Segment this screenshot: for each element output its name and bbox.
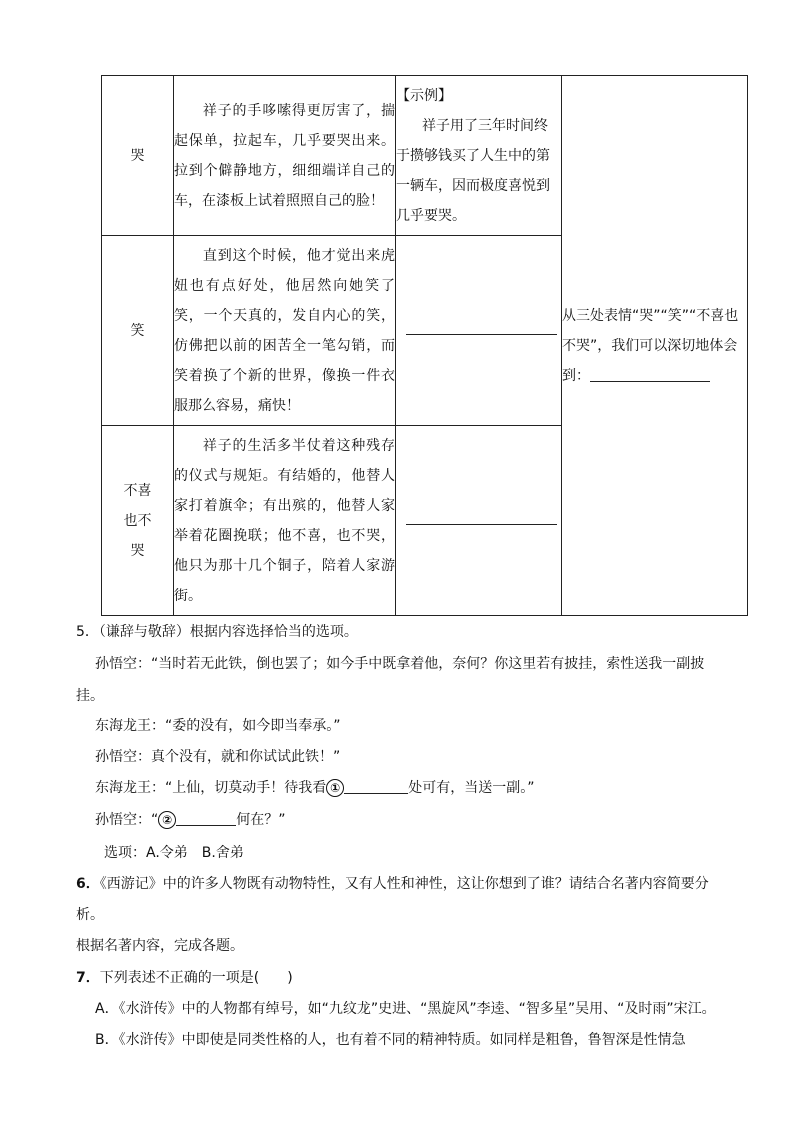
answer-line-neither[interactable] — [406, 524, 557, 525]
q6-line1: 6．《西游记》中的许多人物既有动物特性，又有人性和神性，这让你想到了谁？请结合名著内容简要分 — [76, 876, 709, 892]
blank-1[interactable] — [344, 779, 408, 794]
section-intro: 根据名著内容，完成各题。 — [76, 938, 244, 954]
example-title: 【示例】 — [396, 87, 452, 104]
example-cell — [396, 76, 562, 236]
row-label-cry: 哭 — [102, 76, 174, 236]
q6-line2: 析。 — [76, 907, 104, 923]
summary-text: 从三处表情“哭”“笑”“不喜也不哭”，我们可以深切地体会到： — [562, 307, 739, 384]
quote-neither-text: 祥子的生活多半仗着这种残存的仪式与规矩。有结婚的，他替人家打着旗伞；有出殡的，他替人家举着花圈挽联；他不喜，也不哭，他只为那十几个铜子，陪着人家游街。 — [174, 437, 395, 604]
q7-stem: 7．下列表述不正确的一项是( ) — [76, 970, 293, 986]
emotion-table — [101, 75, 748, 616]
q5-line1: 孙悟空：“当时若无此铁，倒也罢了；如今手中既拿着他，奈何？你这里若有披挂，索性送我一副披 — [95, 656, 705, 672]
quote-laugh-text: 直到这个时候，他才觉出来虎妞也有点好处，他居然向她笑了笑，一个天真的，发自内心的笑，仿佛把以前的困苦全一笔勾销，而笑着换了个新的世界，像换一件衣服那么容易，痛快！ — [174, 247, 395, 414]
row-label-laugh: 笑 — [102, 236, 174, 426]
marker-1: ① — [326, 779, 344, 797]
q5-line4: 东海龙王：“上仙，切莫动手！待我看 ① 处可有，当送一副。” — [95, 780, 535, 796]
answer-line-laugh[interactable] — [406, 334, 557, 335]
row-label-neither: 不喜也不哭 — [102, 426, 174, 616]
q5-line5: 孙悟空：“ ② 何在？” — [95, 812, 286, 828]
q7-option-b: B．《水浒传》中即使是同类性格的人，也有着不同的精神特质。如同样是粗鲁，鲁智深是性情急 — [95, 1032, 686, 1048]
quote-neither — [174, 426, 396, 616]
q5-line2: 东海龙王：“委的没有，如今即当奉承。” — [95, 718, 341, 734]
quote-cry-text: 祥子的手哆嗦得更厉害了，揣起保单，拉起车，几乎要哭出来。拉到个僻静地方，细细端详自己的车，在漆板上试着照照自己的脸！ — [174, 102, 395, 209]
example-text: 祥子用了三年时间终于攒够钱买了人生中的第一辆车，因而极度喜悦到几乎要哭。 — [396, 117, 550, 224]
q5-line3: 孙悟空：真个没有，就和你试试此铁！” — [95, 749, 341, 765]
q5-line1b: 挂。 — [76, 688, 104, 704]
summary-cell — [562, 76, 748, 616]
q7-option-a: A．《水浒传》中的人物都有绰号，如“九纹龙”史进、“黑旋风”李逵、“智多星”吴用、“及时雨”宋江。 — [95, 1001, 716, 1017]
q5-title: 5．（谦辞与敬辞）根据内容选择恰当的选项。 — [76, 624, 358, 640]
quote-laugh — [174, 236, 396, 426]
blank-2[interactable] — [176, 811, 236, 826]
answer-cell-neither[interactable] — [396, 426, 562, 616]
marker-2: ② — [158, 811, 176, 829]
q5-options: 选项：A.令弟 B.舍弟 — [104, 845, 244, 861]
summary-answer-blank[interactable] — [590, 367, 710, 382]
answer-cell-laugh[interactable] — [396, 236, 562, 426]
quote-cry — [174, 76, 396, 236]
